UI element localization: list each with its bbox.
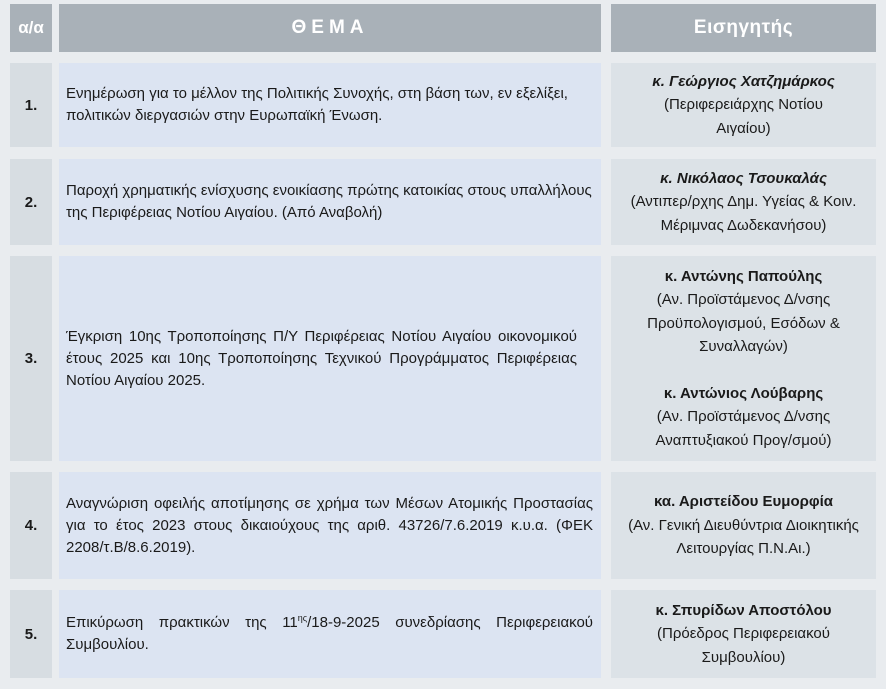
topic-text: Αναγνώριση οφειλής αποτίμησης σε χρήμα των Μέσων Ατομικής Προστασίας για το έτος 2023 στους δικαιούχους της αριθ. 43726/7.6.2019 κ.υ.α. (ΦΕΚ 2208/τ.Β/8.6.2019). (66, 494, 593, 556)
topic-text: Ενημέρωση για το μέλλον της Πολιτικής Συνοχής, στη βάση των, εν εξελίξει, πολιτικών διεργασιών στην Ευρωπαϊκή Ένωση. (66, 85, 568, 124)
row-number: 5. (24, 625, 38, 643)
row-5-number (10, 590, 52, 678)
row-3-number (10, 256, 52, 461)
header-topic-label: ΘΕΜΑ (291, 17, 369, 38)
speaker-name: κ. Νικόλαος Τσουκαλάς (660, 169, 827, 187)
speaker-2-name: κ. Αντώνιος Λούβαρης (663, 384, 824, 402)
speaker-role: (Αν. Γενική Διευθύντρια Διοικητικής Λειτουργίας Π.Ν.Αι.) (628, 516, 859, 558)
topic-text: Παροχή χρηματικής ενίσχυσης ενοικίασης πρώτης κατοικίας στους υπαλλήλους της Περιφέρειας Νοτίου Αιγαίου. (Από Αναβολή) (66, 182, 592, 221)
topic-text-start: Επικύρωση πρακτικών της 11 (66, 614, 298, 631)
header-topic (59, 4, 601, 52)
row-1-topic (59, 63, 601, 147)
row-2-number (10, 159, 52, 245)
row-number: 3. (24, 350, 38, 367)
ordinal-suffix: ης (297, 613, 308, 623)
row-1-number (10, 63, 52, 147)
header-speaker-label: Εισηγητής (693, 17, 794, 38)
row-5-speaker (611, 590, 876, 678)
row-1-speaker (611, 63, 876, 147)
row-number: 1. (24, 96, 38, 114)
row-4-number (10, 472, 52, 579)
topic-text (66, 612, 593, 656)
speaker-2-role: (Αν. Προϊστάμενος Δ/νσης Αναπτυξιακού Προγ/σμού) (655, 408, 832, 449)
row-number: 2. (24, 193, 38, 211)
topic-text-end: /18-9-2025 συνεδρίασης Περιφερειακού Συμβουλίου. (66, 614, 593, 653)
speaker-role: (Περιφερειάρχης Νοτίου Αιγαίου) (664, 96, 823, 137)
row-2-topic (59, 159, 601, 245)
header-number (10, 4, 52, 52)
row-4-topic (59, 472, 601, 579)
speaker-role: (Αν. Προϊστάμενος Δ/νσης Προϋπολογισμού, Εσόδων & Συναλλαγών) (647, 291, 840, 356)
header-speaker (611, 4, 876, 52)
row-2-speaker (611, 159, 876, 245)
header-number-label: α/α (18, 18, 44, 37)
row-3-topic (59, 256, 601, 461)
speaker-name: κα. Αριστείδου Ευμορφία (653, 493, 834, 511)
row-5-topic (59, 590, 601, 678)
row-4-speaker (611, 472, 876, 579)
speaker-role: (Πρόεδρος Περιφερειακού Συμβουλίου) (657, 625, 830, 666)
topic-text: Έγκριση 10ης Τροποποίησης Π/Υ Περιφέρειας Νοτίου Αιγαίου οικονομικού έτους 2025 και 10ης Τροποποίησης Τεχνικού Προγράμματος Περιφέρειας Νοτίου Αιγαίου 2025. (66, 327, 577, 389)
speaker-role: (Αντιπερ/ρχης Δημ. Υγείας & Κοιν. Μέριμνας Δωδεκανήσου) (630, 193, 857, 234)
row-3-speaker (611, 256, 876, 461)
speaker-name: κ. Σπυρίδων Αποστόλου (655, 601, 832, 619)
speaker-name: κ. Αντώνης Παπούλης (664, 267, 823, 285)
speaker-name: κ. Γεώργιος Χατζημάρκος (652, 72, 835, 90)
row-number: 4. (24, 517, 38, 534)
